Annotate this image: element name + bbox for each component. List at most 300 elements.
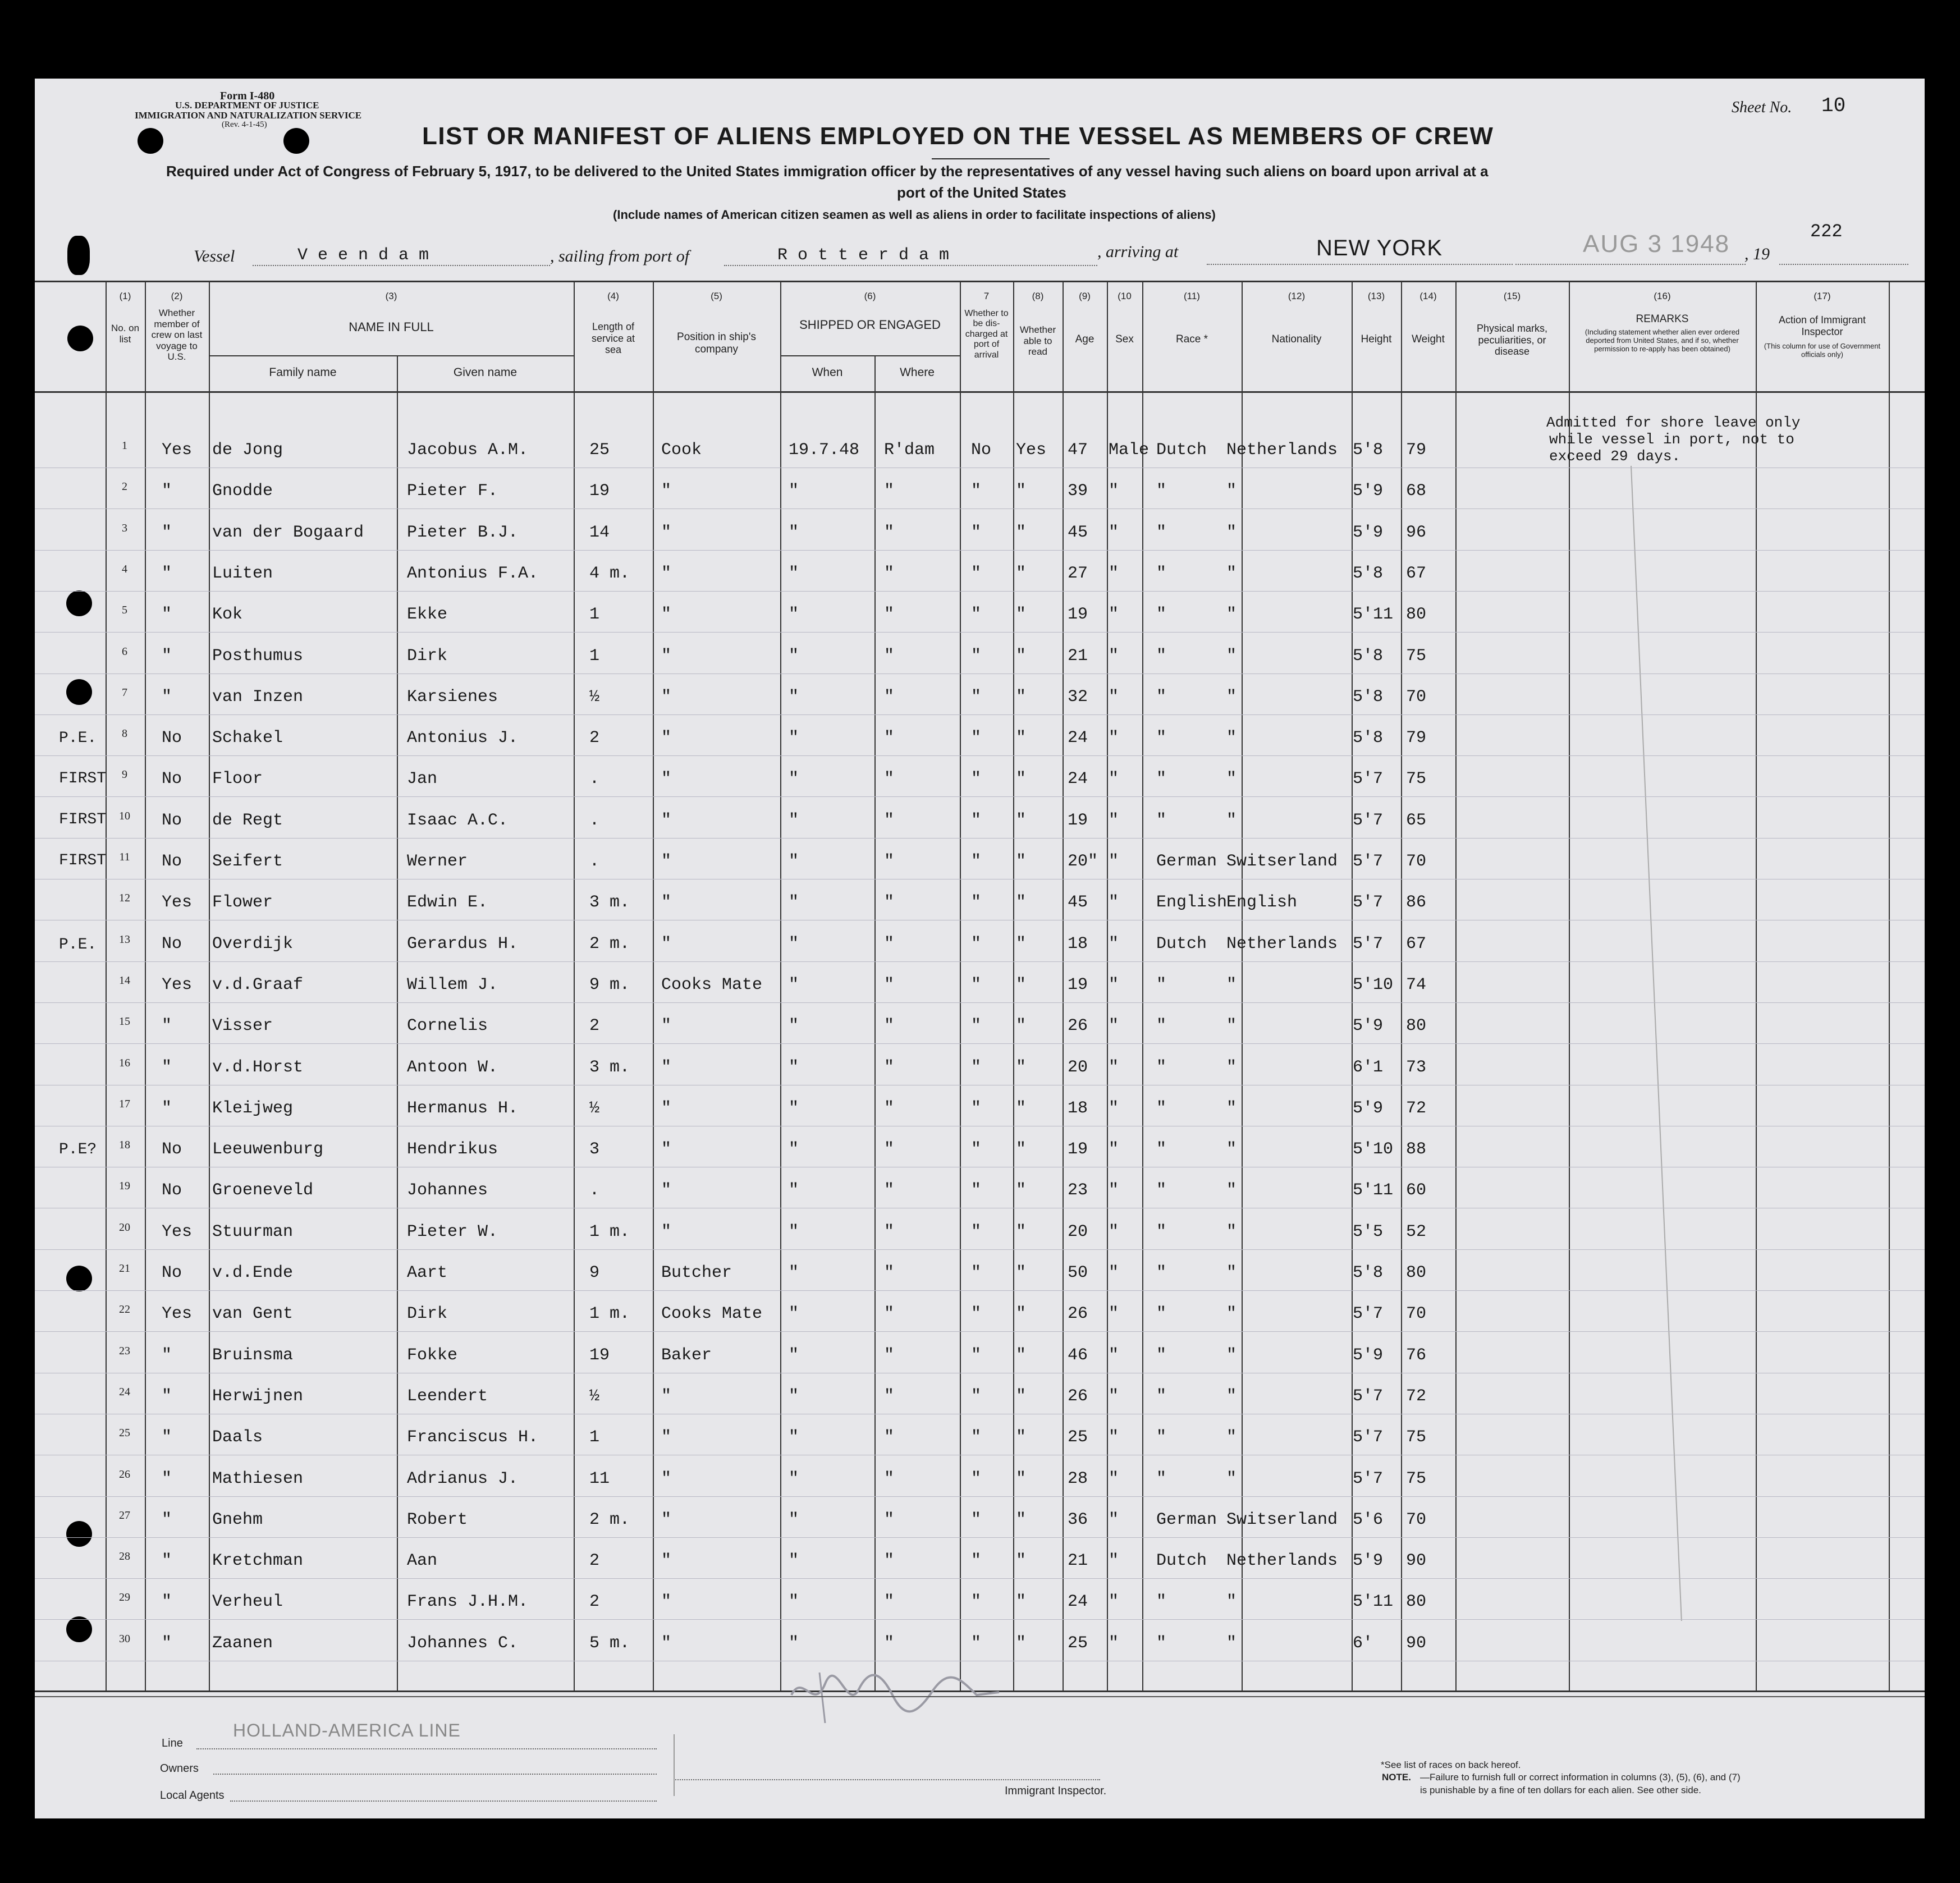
cell-race: Dutch (1156, 441, 1207, 460)
cell-weight: 67 (1406, 563, 1427, 583)
row-number: 13 (119, 933, 130, 946)
cell-family: v.d.Ende (212, 1263, 294, 1282)
cell-position: " (661, 523, 672, 542)
cell-position: Cooks Mate (661, 1304, 763, 1324)
sheet-label: Sheet No. (1732, 99, 1792, 116)
cell-read: " (1016, 523, 1027, 542)
cell-family: van Inzen (212, 687, 304, 707)
cell-race: " (1156, 1592, 1167, 1612)
cell-when: " (789, 729, 799, 748)
cell-sex: " (1109, 1057, 1119, 1077)
cell-prev: No (162, 729, 182, 748)
col8-num: (8) (1032, 291, 1044, 301)
cell-position: Baker (661, 1345, 712, 1365)
cell-where: " (884, 810, 895, 830)
agents-label: Local Agents (160, 1789, 225, 1802)
cell-height: 5'7 (1353, 1304, 1384, 1324)
cell-height: 5'11 (1353, 605, 1394, 625)
cell-weight: 65 (1406, 810, 1427, 830)
cell-read: " (1016, 934, 1027, 954)
margin-mark: FIRST (59, 852, 107, 869)
cell-weight: 90 (1406, 1551, 1427, 1571)
row-number: 14 (119, 974, 130, 987)
cell-nat: " (1226, 1469, 1237, 1488)
cell-when: " (789, 1469, 799, 1488)
cell-family: Overdijk (212, 934, 294, 954)
cell-given: Dirk (407, 1304, 448, 1324)
row-number: 16 (119, 1056, 130, 1069)
form-service: IMMIGRATION AND NATURALIZATION SERVICE (135, 110, 362, 121)
col2-head: Whether member of crew on last voyage to U.S. (151, 308, 203, 363)
cell-when: " (789, 852, 799, 871)
col6a-head: When (812, 366, 843, 379)
cell-where: " (884, 1263, 895, 1282)
cell-given: Dirk (407, 646, 448, 666)
cell-age: 36 (1068, 1510, 1088, 1529)
row-rule (35, 1002, 1925, 1003)
footer-rule (35, 1696, 1925, 1697)
cell-where: " (884, 482, 895, 501)
cell-disch: " (971, 934, 982, 954)
cell-where: " (884, 852, 895, 871)
cell-nat: " (1226, 523, 1237, 542)
col6-head: SHIPPED OR ENGAGED (799, 318, 941, 332)
cell-disch: " (971, 1428, 982, 1447)
row-number: 11 (119, 851, 130, 863)
cell-race: English (1156, 893, 1228, 913)
cell-height: 5'10 (1353, 975, 1394, 995)
row-rule (35, 508, 1925, 509)
cell-where: " (884, 1345, 895, 1365)
cell-where: R'dam (884, 441, 935, 460)
cell-age: 27 (1068, 563, 1088, 583)
cell-when: " (789, 1057, 799, 1077)
cell-age: 26 (1068, 1304, 1088, 1324)
cell-disch: " (971, 1263, 982, 1282)
row-rule (35, 796, 1925, 797)
cell-read: " (1016, 1057, 1027, 1077)
table-header-rule (35, 391, 1925, 393)
cell-race: " (1156, 1181, 1167, 1201)
cell-weight: 80 (1406, 605, 1427, 625)
cell-age: 50 (1068, 1263, 1088, 1282)
cell-where: " (884, 1428, 895, 1447)
cell-position: " (661, 1016, 672, 1036)
cell-weight: 76 (1406, 1345, 1427, 1365)
cell-weight: 80 (1406, 1016, 1427, 1036)
cell-age: 19 (1068, 810, 1088, 830)
cell-race: " (1156, 1222, 1167, 1241)
cell-prev: " (162, 1345, 172, 1365)
cell-disch: " (971, 563, 982, 583)
cell-read: " (1016, 1551, 1027, 1571)
cell-sex: " (1109, 1304, 1119, 1324)
cell-position: " (661, 1428, 672, 1447)
cell-nat: Switserland (1226, 1510, 1338, 1529)
form-rev: (Rev. 4-1-45) (222, 120, 267, 129)
cell-read: " (1016, 769, 1027, 789)
cell-race: " (1156, 729, 1167, 748)
col-divider (653, 281, 654, 1692)
cell-family: Floor (212, 769, 263, 789)
cell-sex: " (1109, 646, 1119, 666)
row-number: 24 (119, 1385, 130, 1398)
cell-age: 32 (1068, 687, 1088, 707)
required-line-2: port of the United States (897, 184, 1066, 201)
row-number: 20 (119, 1221, 130, 1234)
cell-position: " (661, 1469, 672, 1488)
cell-nat: " (1226, 1181, 1237, 1201)
cell-disch: " (971, 605, 982, 625)
cell-nat: " (1226, 563, 1237, 583)
cell-position: Butcher (661, 1263, 732, 1282)
cell-disch: " (971, 1551, 982, 1571)
col-divider (874, 356, 876, 1692)
col4-head: Length of service at sea (591, 321, 635, 356)
cell-position: " (661, 852, 672, 871)
cell-service: ½ (589, 1386, 600, 1406)
cell-position: Cooks Mate (661, 975, 763, 995)
row-number: 9 (122, 768, 127, 781)
margin-mark: P.E? (59, 1141, 97, 1158)
cell-race: " (1156, 769, 1167, 789)
col9-num: (9) (1079, 291, 1091, 301)
cell-read: " (1016, 729, 1027, 748)
cell-age: 20" (1068, 852, 1098, 871)
cell-read: " (1016, 1386, 1027, 1406)
cell-race: " (1156, 1633, 1167, 1653)
cell-weight: 70 (1406, 852, 1427, 871)
cell-height: 5'9 (1353, 1345, 1384, 1365)
cell-service: 2 m. (589, 934, 630, 954)
cell-given: Johannes C. (407, 1633, 519, 1653)
table-top-rule (35, 281, 1925, 282)
cell-family: Leeuwenburg (212, 1140, 324, 1160)
cell-where: " (884, 1469, 895, 1488)
cell-race: " (1156, 563, 1167, 583)
cell-weight: 75 (1406, 646, 1427, 666)
cell-family: de Jong (212, 441, 283, 460)
cell-nat: " (1226, 687, 1237, 707)
cell-height: 5'7 (1353, 1428, 1384, 1447)
row-number: 6 (122, 645, 127, 658)
cell-prev: " (162, 1098, 172, 1118)
cell-prev: " (162, 687, 172, 707)
cell-family: Stuurman (212, 1222, 294, 1241)
remark-line-2: while vessel in port, not to (1549, 431, 1794, 448)
cell-where: " (884, 563, 895, 583)
col-divider (1569, 281, 1570, 1692)
cell-race: " (1156, 1428, 1167, 1447)
cell-weight: 75 (1406, 1469, 1427, 1488)
col15-head: Physical marks, peculiarities, or disease (1476, 323, 1548, 358)
col5-head: Position in ship's company (677, 331, 756, 355)
cell-service: . (589, 769, 600, 789)
cell-where: " (884, 729, 895, 748)
cell-position: " (661, 1181, 672, 1201)
row-number: 30 (119, 1632, 130, 1645)
col12-num: (12) (1288, 291, 1306, 301)
cell-when: " (789, 1304, 799, 1324)
year-dots (1779, 264, 1908, 265)
cell-position: " (661, 729, 672, 748)
cell-nat: Switserland (1226, 852, 1338, 871)
cell-disch: " (971, 975, 982, 995)
cell-sex: " (1109, 1633, 1119, 1653)
cell-position: " (661, 1057, 672, 1077)
col-divider (397, 356, 398, 1692)
cell-read: " (1016, 1345, 1027, 1365)
cell-weight: 60 (1406, 1181, 1427, 1201)
cell-given: Frans J.H.M. (407, 1592, 529, 1612)
cell-prev: No (162, 1263, 182, 1282)
cell-height: 6'1 (1353, 1057, 1384, 1077)
row-number: 7 (122, 686, 127, 699)
races-note: *See list of races on back hereof. (1381, 1760, 1521, 1770)
row-number: 18 (119, 1139, 130, 1152)
cell-disch: " (971, 646, 982, 666)
cell-given: Adrianus J. (407, 1469, 519, 1488)
cell-prev: Yes (162, 893, 193, 913)
cell-weight: 72 (1406, 1098, 1427, 1118)
cell-weight: 79 (1406, 441, 1427, 460)
cell-given: Johannes (407, 1181, 488, 1201)
cell-position: " (661, 1551, 672, 1571)
col16-note: (Including statement whether alien ever ordered deported from United States, and if so, whether permission to re-apply has been obtained) (1585, 328, 1740, 353)
cell-when: " (789, 1428, 799, 1447)
cell-given: Willem J. (407, 975, 498, 995)
cell-read: " (1016, 482, 1027, 501)
cell-when: " (789, 1222, 799, 1241)
cell-prev: No (162, 852, 182, 871)
cell-nat: " (1226, 482, 1237, 501)
col-divider (209, 281, 210, 1692)
cell-weight: 70 (1406, 687, 1427, 707)
cell-sex: " (1109, 1098, 1119, 1118)
col-divider (106, 281, 107, 1692)
cell-sex: " (1109, 934, 1119, 954)
cell-sex: " (1109, 769, 1119, 789)
cell-service: 25 (589, 441, 610, 460)
cell-race: Dutch (1156, 1551, 1207, 1571)
owners-label: Owners (160, 1762, 199, 1775)
col14-head: Weight (1412, 333, 1445, 345)
cell-height: 5'7 (1353, 1386, 1384, 1406)
cell-age: 20 (1068, 1057, 1088, 1077)
cell-given: Jacobus A.M. (407, 441, 529, 460)
cell-given: Aan (407, 1551, 438, 1571)
row-rule (35, 961, 1925, 962)
handwritten-signature (786, 1661, 1010, 1729)
cell-family: Gnehm (212, 1510, 263, 1529)
row-number: 26 (119, 1468, 130, 1481)
col-divider (574, 281, 575, 1692)
cell-height: 5'8 (1353, 441, 1384, 460)
cell-read: " (1016, 1469, 1027, 1488)
cell-where: " (884, 1140, 895, 1160)
cell-nat: " (1226, 646, 1237, 666)
cell-nat: " (1226, 1016, 1237, 1036)
cell-where: " (884, 1551, 895, 1571)
col-divider (1455, 281, 1457, 1692)
cell-height: 5'8 (1353, 1263, 1384, 1282)
cell-race: " (1156, 646, 1167, 666)
col-divider (1063, 281, 1064, 1692)
cell-prev: " (162, 563, 172, 583)
cell-age: 45 (1068, 523, 1088, 542)
cell-sex: " (1109, 1222, 1119, 1241)
cell-when: " (789, 1345, 799, 1365)
cell-service: 19 (589, 1345, 610, 1365)
vessel-name: V e e n d a m (297, 246, 429, 265)
cell-family: Zaanen (212, 1633, 273, 1653)
cell-nat: " (1226, 1057, 1237, 1077)
row-rule (35, 755, 1925, 756)
row-number: 17 (119, 1097, 130, 1110)
cell-position: " (661, 646, 672, 666)
col14-num: (14) (1419, 291, 1437, 301)
cell-given: Pieter W. (407, 1222, 498, 1241)
cell-when: " (789, 1181, 799, 1201)
cell-age: 24 (1068, 729, 1088, 748)
col3-head: NAME IN FULL (349, 320, 434, 334)
cell-race: " (1156, 1386, 1167, 1406)
cell-read: " (1016, 1181, 1027, 1201)
cell-height: 5'7 (1353, 852, 1384, 871)
col15-num: (15) (1503, 291, 1521, 301)
cell-age: 25 (1068, 1633, 1088, 1653)
cell-weight: 72 (1406, 1386, 1427, 1406)
cell-prev: " (162, 1551, 172, 1571)
cell-weight: 90 (1406, 1633, 1427, 1653)
cell-service: 1 m. (589, 1222, 630, 1241)
cell-family: v.d.Horst (212, 1057, 304, 1077)
row-number: 5 (122, 604, 127, 617)
cell-service: 3 m. (589, 1057, 630, 1077)
col1-head: No. on list (111, 323, 140, 345)
cell-age: 18 (1068, 934, 1088, 954)
cell-given: Aart (407, 1263, 448, 1282)
col10-head: Sex (1115, 333, 1134, 345)
cell-age: 24 (1068, 1592, 1088, 1612)
col-divider (1401, 281, 1402, 1692)
inspector-line (674, 1779, 1100, 1780)
cell-prev: No (162, 934, 182, 954)
cell-where: " (884, 1222, 895, 1241)
cell-weight: 80 (1406, 1263, 1427, 1282)
punch-hole (66, 679, 92, 705)
punch-hole (66, 1266, 92, 1291)
cell-where: " (884, 1386, 895, 1406)
include-line: (Include names of American citizen seamen as well as aliens in order to facilitate inspections of aliens) (613, 208, 1216, 222)
cell-disch: " (971, 1098, 982, 1118)
cell-weight: 88 (1406, 1140, 1427, 1160)
remark-line-3: exceed 29 days. (1549, 448, 1681, 465)
cell-read: " (1016, 893, 1027, 913)
required-line-1: Required under Act of Congress of February 5, 1917, to be delivered to the United States immigration officer by the representatives of any vessel having such aliens on board upon arrival at a (166, 163, 1489, 180)
cell-nat: " (1226, 975, 1237, 995)
cell-family: Mathiesen (212, 1469, 304, 1488)
cell-disch: " (971, 1633, 982, 1653)
cell-nat: " (1226, 605, 1237, 625)
col3b-head: Given name (453, 366, 518, 379)
col-divider (1756, 281, 1757, 1692)
cell-read: " (1016, 1304, 1027, 1324)
row-rule (35, 1331, 1925, 1332)
cell-read: " (1016, 687, 1027, 707)
cell-nat: Netherlands (1226, 934, 1338, 954)
cell-given: Werner (407, 852, 468, 871)
cell-prev: " (162, 1633, 172, 1653)
subheader-rule-name (209, 355, 574, 356)
corner-number: 222 (1810, 221, 1843, 242)
cell-sex: " (1109, 1469, 1119, 1488)
cell-read: " (1016, 605, 1027, 625)
cell-race: " (1156, 1263, 1167, 1282)
col17-num: (17) (1814, 291, 1831, 301)
cell-position: " (661, 482, 672, 501)
cell-when: " (789, 482, 799, 501)
cell-family: de Regt (212, 810, 283, 830)
year-label: , 19 (1744, 245, 1770, 263)
row-rule (35, 1496, 1925, 1497)
cell-where: " (884, 1304, 895, 1324)
cell-sex: " (1109, 975, 1119, 995)
cell-nat: English (1226, 893, 1298, 913)
cell-height: 5'8 (1353, 646, 1384, 666)
cell-age: 18 (1068, 1098, 1088, 1118)
cell-given: Gerardus H. (407, 934, 519, 954)
cell-service: . (589, 852, 600, 871)
cell-age: 19 (1068, 605, 1088, 625)
cell-position: " (661, 1098, 672, 1118)
cell-sex: Male (1109, 441, 1150, 460)
cell-where: " (884, 1592, 895, 1612)
arrival-date-stamp: AUG 3 1948 (1583, 230, 1730, 258)
row-number: 19 (119, 1180, 130, 1193)
cell-sex: " (1109, 563, 1119, 583)
cell-service: 2 (589, 1016, 600, 1036)
cell-age: 26 (1068, 1016, 1088, 1036)
cell-age: 26 (1068, 1386, 1088, 1406)
cell-where: " (884, 1098, 895, 1118)
arriving-dots (1207, 264, 1513, 265)
cell-disch: " (971, 1140, 982, 1160)
cell-disch: " (971, 1304, 982, 1324)
cell-height: 5'8 (1353, 687, 1384, 707)
col-divider (1107, 281, 1108, 1692)
cell-prev: " (162, 1057, 172, 1077)
row-rule (35, 1578, 1925, 1579)
agents-dots (230, 1800, 657, 1802)
cell-when: " (789, 893, 799, 913)
cell-service: 2 m. (589, 1510, 630, 1529)
cell-sex: " (1109, 852, 1119, 871)
cell-family: Groeneveld (212, 1181, 314, 1201)
cell-weight: 75 (1406, 769, 1427, 789)
cell-weight: 68 (1406, 482, 1427, 501)
cell-sex: " (1109, 523, 1119, 542)
cell-prev: " (162, 1428, 172, 1447)
cell-height: 5'9 (1353, 482, 1384, 501)
page-title: LIST OR MANIFEST OF ALIENS EMPLOYED ON THE VESSEL AS MEMBERS OF CREW (422, 122, 1494, 150)
cell-read: " (1016, 975, 1027, 995)
cell-family: Daals (212, 1428, 263, 1447)
cell-weight: 80 (1406, 1592, 1427, 1612)
cell-weight: 70 (1406, 1510, 1427, 1529)
cell-prev: Yes (162, 975, 193, 995)
row-number: 12 (119, 892, 130, 905)
